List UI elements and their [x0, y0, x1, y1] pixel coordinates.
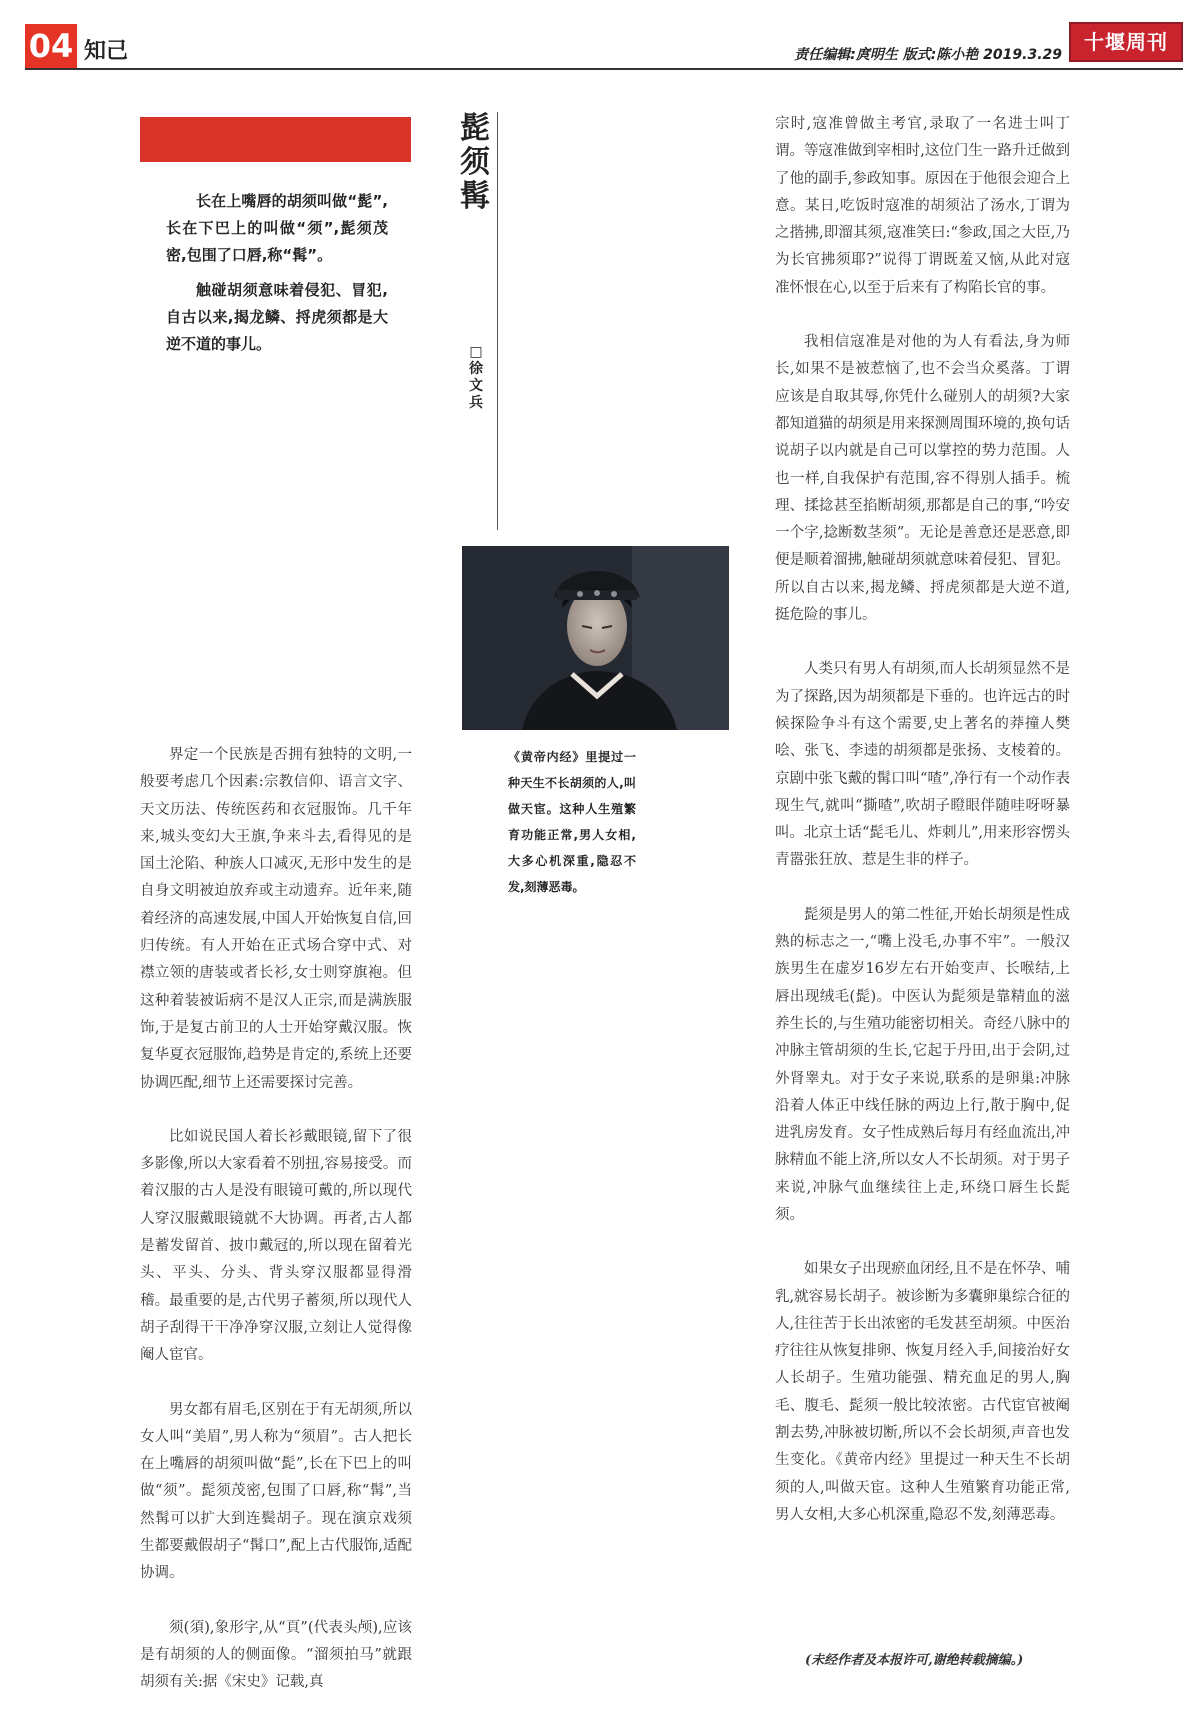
title-divider	[497, 112, 498, 530]
paragraph: 如果女子出现瘀血闭经,且不是在怀孕、哺乳,就容易长胡子。被诊断为多囊卵巢综合征的人,往往苦于长出浓密的毛发甚至胡须。中医治疗往往从恢复排卵、恢复月经入手,间接治好女人长胡子。生殖功能强、精充血足的男人,胸毛、腹毛、髭须一般比较浓密。古代宦官被阉割去势,冲脉被切断,所以不会长胡须,声音也发生变化。《黄帝内经》里提过一种天生不长胡须的人,叫做天宦。这种人生殖繁育功能正常,男人女相,大多心机深重,隐忍不发,刻薄恶毒。	[775, 1261, 1070, 1523]
lead-box	[166, 188, 388, 366]
paragraph: 须(須),象形字,从“頁”(代表头颅),应该是有胡须的人的侧面像。“溜须拍马”就跟胡须有关:据《宋史》记载,真	[140, 1619, 412, 1691]
paragraph: 比如说民国人着长衫戴眼镜,留下了很多影像,所以大家看着不别扭,容易接受。而着汉服的古人是没有眼镜可戴的,所以现代人穿汉服戴眼镜就不大协调。再者,古人都是蓄发留首、披巾戴冠的,所以现在留着光头、平头、分头、背头穿汉服都显得滑稽。最重要的是,古代男子蓄须,所以现代人胡子刮得干干净净穿汉服,立刻让人觉得像阉人宦官。	[140, 1128, 412, 1364]
paragraph: 宗时,寇准曾做主考官,录取了一名进士叫丁谓。等寇准做到宰相时,这位门生一路升迁做到了他的副手,参政知事。原因在于他很会迎合上意。某日,吃饭时寇准的胡须沾了汤水,丁谓为之揩拂,即溜其须,寇准笑曰:“参政,国之大臣,乃为长官拂须耶?”说得丁谓既羞又恼,从此对寇准怀恨在心,以至于后来有了构陷长官的事。	[775, 116, 1070, 296]
decorative-red-bar	[140, 117, 411, 162]
lead-paragraph: 触碰胡须意味着侵犯、冒犯,自古以来,揭龙鳞、捋虎须都是大逆不道的事儿。	[166, 281, 388, 353]
article-column-right	[775, 111, 1070, 1556]
editor-credits: 责任编辑:庹明生 版式:陈小艳 2019.3.29	[794, 47, 1062, 63]
lead-paragraph: 长在上嘴唇的胡须叫做“髭”,长在下巴上的叫做“须”,髭须茂密,包围了口唇,称“髯”。	[166, 192, 388, 264]
logo-text: 十堰周刊	[1084, 30, 1168, 54]
newspaper-logo	[1069, 22, 1183, 62]
paragraph: 人类只有男人有胡须,而人长胡须显然不是为了探路,因为胡须都是下垂的。也许远古的时候探险争斗有这个需要,史上著名的莽撞人樊哙、张飞、李逵的胡须都是张扬、支棱着的。京剧中张飞戴的髯口叫“喳”,净行有一个动作表现生气,就叫“撕喳”,吹胡子瞪眼伴随哇呀呀暴叫。北京土话“髭毛儿、炸刺儿”,用来形容愣头青嚣张狂放、惹是生非的样子。	[775, 661, 1070, 869]
header-rule	[25, 68, 1183, 70]
article-title: 髭须髯	[460, 111, 490, 214]
paragraph: 界定一个民族是否拥有独特的文明,一般要考虑几个因素:宗教信仰、语言文字、天文历法、传统医药和衣冠服饰。几千年来,城头变幻大王旗,争来斗去,看得见的是国土沦陷、种族人口减灭,无形中发生的是自身文明被迫放弃或主动遗弃。近年来,随着经济的高速发展,中国人开始恢复自信,回归传统。有人开始在正式场合穿中式、对襟立领的唐装或者长衫,女士则穿旗袍。但这种着装被诟病不是汉人正宗,而是满族服饰,于是复古前卫的人士开始穿戴汉服。恢复华夏衣冠服饰,趋势是肯定的,系统上还要协调匹配,细节上还需要探讨完善。	[140, 747, 412, 1091]
copyright-notice: (未经作者及本报许可,谢绝转载摘编。)	[805, 1653, 1024, 1668]
article-column-left	[140, 742, 412, 1724]
section-title: 知己	[84, 39, 129, 64]
paragraph: 髭须是男人的第二性征,开始长胡须是性成熟的标志之一,“嘴上没毛,办事不牢”。一般汉族男生在虚岁16岁左右开始变声、长喉结,上唇出现绒毛(髭)。中医认为髭须是靠精血的滋养生长的,与生殖功能密切相关。奇经八脉中的冲脉主管胡须的生长,它起于丹田,出于会阴,过外肾睾丸。对于女子来说,联系的是卵巢:冲脉沿着人体正中线任脉的两边上行,散于胸中,促进乳房发育。女子性成熟后每月有经血流出,冲脉精血不能上济,所以女人不长胡须。对于男子来说,冲脉气血继续往上走,环绕口唇生长髭须。	[775, 906, 1070, 1223]
page-number: 04	[25, 24, 77, 68]
article-photo	[462, 546, 729, 730]
paragraph: 男女都有眉毛,区别在于有无胡须,所以女人叫“美眉”,男人称为“须眉”。古人把长在上嘴唇的胡须叫做“髭”,长在下巴上的叫做“须”。髭须茂密,包围了口唇,称“髯”,当然髯可以扩大到连鬓胡子。现在演京戏须生都要戴假胡子“髯口”,配上古代服饰,适配协调。	[140, 1401, 412, 1582]
photo-caption: 《黄帝内经》里提过一种天生不长胡须的人,叫做天宦。这种人生殖繁育功能正常,男人女相,大多心机深重,隐忍不发,刻薄恶毒。	[508, 750, 636, 894]
portrait-illustration	[462, 546, 729, 730]
author-byline: □徐文兵	[469, 344, 483, 411]
paragraph: 我相信寇准是对他的为人有看法,身为师长,如果不是被惹恼了,也不会当众奚落。丁谓应该是自取其辱,你凭什么碰别人的胡须?大家都知道猫的胡须是用来探测周围环境的,换句话说胡子以内就是自己可以掌控的势力范围。人也一样,自我保护有范围,容不得别人插手。梳理、揉捻甚至掐断胡须,那都是自己的事,“吟安一个字,捻断数茎须”。无论是善意还是恶意,即便是顺着溜拂,触碰胡须就意味着侵犯、冒犯。所以自古以来,揭龙鳞、捋虎须都是大逆不道,挺危险的事儿。	[775, 334, 1070, 624]
